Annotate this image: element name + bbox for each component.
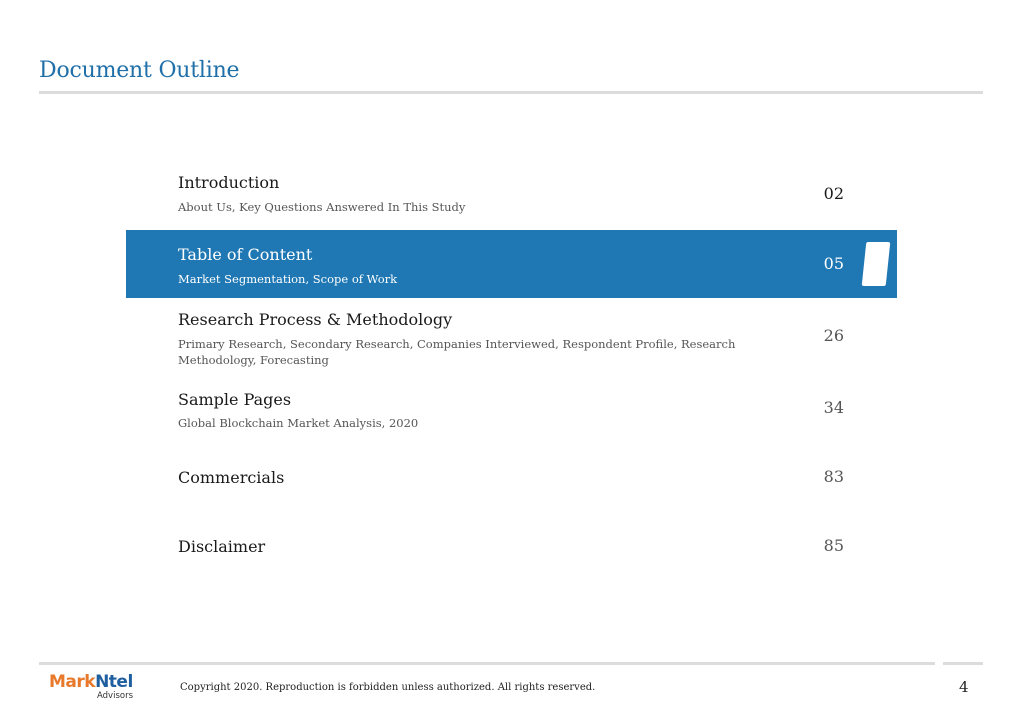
title-divider: [39, 91, 983, 94]
outline-item-title: Research Process & Methodology: [178, 310, 453, 329]
outline-item-page: 85: [823, 536, 844, 555]
page-title: Document Outline: [39, 58, 240, 83]
outline-item-subtitle: Market Segmentation, Scope of Work: [178, 272, 398, 286]
page-number: 4: [959, 678, 969, 696]
footer-divider: [39, 662, 935, 665]
outline-item-subtitle: Global Blockchain Market Analysis, 2020: [178, 416, 419, 430]
outline-item-title: Disclaimer: [178, 537, 266, 556]
outline-item-table-of-content[interactable]: [126, 230, 897, 298]
outline-item-introduction[interactable]: [126, 168, 897, 228]
outline-item-page: 02: [823, 184, 844, 203]
logo-wordmark-primary: Mark: [49, 672, 96, 692]
outline-item-disclaimer[interactable]: [126, 535, 897, 563]
outline-item-research-methodology[interactable]: [126, 304, 897, 374]
logo-subtitle: Advisors: [97, 691, 134, 701]
logo-wordmark-secondary: Ntel: [95, 672, 133, 692]
active-tab-marker: [862, 242, 891, 286]
footer-divider-short: [943, 662, 983, 665]
outline-item-title: Introduction: [178, 173, 280, 192]
outline-item-subtitle: About Us, Key Questions Answered In This Study: [178, 200, 466, 214]
logo-wordmark: [49, 672, 133, 692]
outline-item-page: 34: [823, 398, 844, 417]
outline-item-commercials[interactable]: [126, 466, 897, 494]
outline-item-subtitle: Primary Research, Secondary Research, Companies Interviewed, Respondent Profile, Research Methodology, Forecasting: [178, 337, 736, 367]
outline-item-title: Commercials: [178, 468, 285, 487]
outline-item-page: 26: [823, 326, 844, 345]
outline-item-title: Table of Content: [178, 245, 313, 264]
company-logo: [49, 672, 139, 704]
copyright-notice: Copyright 2020. Reproduction is forbidden unless authorized. All rights reserved.: [180, 682, 596, 693]
outline-item-page: 83: [823, 467, 844, 486]
outline-item-title: Sample Pages: [178, 390, 292, 409]
outline-item-page: 05: [823, 254, 844, 273]
outline-item-sample-pages[interactable]: [126, 384, 897, 436]
